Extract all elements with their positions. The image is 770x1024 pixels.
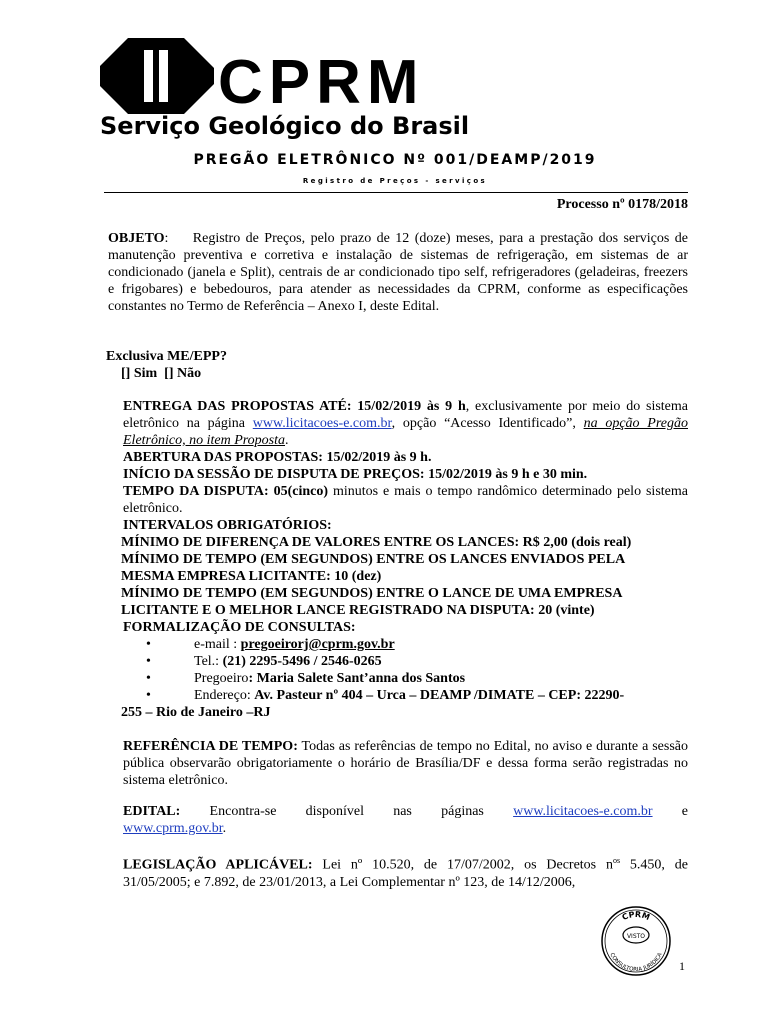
- pregoeiro-label: Pregoeiro: [194, 671, 249, 686]
- edital-paragraph-continued: [123, 820, 226, 837]
- edital-label: EDITAL:: [123, 804, 181, 819]
- endereco-value: Av. Pasteur nº 404 – Urca – DEAMP /DIMATE – CEP: 22290-: [254, 688, 625, 703]
- endereco-item: [194, 687, 624, 704]
- pregoeiro-item: [194, 670, 465, 687]
- bullet-icon: •: [146, 654, 151, 669]
- email-link[interactable]: pregoeirorj@cprm.gov.br: [240, 637, 395, 652]
- entrega-label: ENTREGA DAS PROPOSTAS ATÉ: 15/02/2019 às 9 h: [123, 399, 466, 414]
- edital-end: .: [222, 821, 227, 836]
- objeto-paragraph: OBJETO: Registro de Preços, pelo prazo de 12 (doze) meses, para a prestação dos serviços de manutenção preventiva e corretiva e instalação de sistemas de refrigeração, em sistemas de ar condicionado (janela e Split), centrais de ar condicionado tipo self, refrigeradores (geladeiras, freezers e frigobares) e bebedouros, para atender as necessidades da CPRM, conforme as especificações constantes no Termo de Referência – Anexo I, deste Edital.: [108, 231, 688, 314]
- intervalos-line-3a: MÍNIMO DE TEMPO (EM SEGUNDOS) ENTRE O LANCE DE UMA EMPRESA: [121, 586, 623, 601]
- svg-text:CONSULTORIA JURÍDICA: [608, 952, 663, 973]
- entrega-paragraph: [123, 398, 688, 449]
- edital-link-cprm[interactable]: www.cprm.gov.br: [123, 821, 223, 836]
- legislacao-text: Lei nº 10.520, de 17/07/2002, os Decretos n: [312, 857, 613, 873]
- brand-name: CPRM: [218, 48, 425, 117]
- email-label: e-mail :: [194, 637, 241, 652]
- tempo-disputa-label: TEMPO DA DISPUTA: 05(cinco): [123, 484, 329, 499]
- visto-stamp: [600, 905, 672, 977]
- bullet-icon: •: [146, 637, 151, 652]
- inicio-line: INÍCIO DA SESSÃO DE DISPUTA DE PREÇOS: 15/02/2019 às 9 h e 30 min.: [123, 467, 588, 482]
- brand-subtitle: Serviço Geológico do Brasil: [100, 112, 470, 140]
- licitacoes-link[interactable]: www.licitacoes-e.com.br: [252, 416, 392, 431]
- edital-text: Encontra-se disponível nas páginas: [180, 804, 514, 819]
- tel-item: [194, 653, 382, 670]
- referencia-text: Todas as referências de tempo no Edital, no aviso e durante a sessão pública observarão obrigatoriamente o horário de Brasília/DF e dessa forma serão registradas no sistema eletrônico.: [123, 739, 689, 788]
- legislacao-label: LEGISLAÇÃO APLICÁVEL:: [123, 857, 313, 873]
- stamp-top-text: CPRM: [620, 909, 652, 923]
- document-subtitle: Registro de Preços - serviços: [302, 177, 488, 185]
- tel-label: Tel.:: [194, 654, 223, 669]
- stamp-seal-icon: [600, 905, 672, 977]
- intervalos-line-2a: MÍNIMO DE TEMPO (EM SEGUNDOS) ENTRE OS LANCES ENVIADOS PELA: [121, 552, 626, 567]
- tempo-disputa-text: minutos e mais o tempo randômico determinado pelo sistema eletrônico.: [123, 484, 688, 516]
- edital-paragraph: [123, 803, 688, 820]
- objeto-label: OBJETO: [108, 231, 165, 246]
- tel-value: (21) 2295-5496 / 2546-0265: [222, 654, 382, 669]
- entrega-text: , exclusivamente por meio do sistema eletrônico na página: [123, 399, 689, 431]
- intervalos-line-2b: MESMA EMPRESA LICITANTE: 10 (dez): [121, 569, 382, 584]
- intervalos-heading: INTERVALOS OBRIGATÓRIOS:: [123, 518, 332, 533]
- pregoeiro-value: : Maria Salete Sant’anna dos Santos: [248, 671, 466, 686]
- cprm-logo-mark-icon: [100, 36, 220, 116]
- endereco-continuation: 255 – Rio de Janeiro –RJ: [121, 705, 271, 720]
- entrega-end: .: [285, 433, 289, 448]
- abertura-line: ABERTURA DAS PROPOSTAS: 15/02/2019 às 9 h.: [123, 450, 432, 465]
- formalizacao-heading: FORMALIZAÇÃO DE CONSULTAS:: [123, 620, 356, 635]
- edital-link-licitacoes[interactable]: www.licitacoes-e.com.br: [513, 804, 653, 819]
- stamp-bottom-text: CONSULTORIA JURÍDICA: [608, 952, 664, 974]
- objeto-text: Registro de Preços, pelo prazo de 12 (doze) meses, para a prestação dos serviços de manutenção preventiva e corretiva e instalação de sistemas de refrigeração, em sistemas de ar condicionado (janela e Split), centrais de ar condicionado tipo self, refrigeradores (geladeiras, freezers e frigobares) e bebedouros, para atender as necessidades da CPRM, conforme as especificações constantes no Termo de Referência – Anexo I, deste Edital.: [108, 231, 688, 314]
- legislacao-text-2: 5.450, de 31/05/2005; e 7.892, de 23/01/2013, a Lei Complementar nº 123, de 14/12/2006,: [123, 857, 688, 890]
- exclusiva-question: Exclusiva ME/EPP?: [106, 349, 227, 364]
- document-title: PREGÃO ELETRÔNICO Nº 001/DEAMP/2019: [193, 152, 597, 168]
- bullet-icon: •: [146, 671, 151, 686]
- entrega-italic: na opção Pregão Eletrônico, no item Proposta: [123, 416, 688, 448]
- bullet-icon: •: [146, 688, 151, 703]
- endereco-label: Endereço:: [194, 688, 255, 703]
- intervalos-line-3b: LICITANTE E O MELHOR LANCE REGISTRADO NA DISPUTA: 20 (vinte): [121, 603, 595, 618]
- processo-number: Processo nº 0178/2018: [556, 197, 688, 212]
- page-number: 1: [679, 959, 685, 973]
- exclusiva-options[interactable]: [] Sim [] Não: [121, 366, 202, 381]
- referencia-paragraph: [123, 738, 688, 789]
- stamp-center-text: VISTO: [626, 933, 646, 940]
- referencia-label: REFERÊNCIA DE TEMPO:: [123, 739, 298, 754]
- intervalos-line-1: MÍNIMO DE DIFERENÇA DE VALORES ENTRE OS LANCES: R$ 2,00 (dois real): [121, 535, 632, 550]
- legislacao-sup: os: [612, 856, 621, 865]
- edital-text-2: e: [652, 804, 688, 819]
- email-item: [194, 636, 395, 653]
- legislacao-paragraph: [123, 852, 688, 891]
- header-divider: [104, 192, 688, 193]
- tempo-disputa-paragraph: [123, 483, 688, 517]
- entrega-text-2: , opção “Acesso Identificado”,: [391, 416, 584, 431]
